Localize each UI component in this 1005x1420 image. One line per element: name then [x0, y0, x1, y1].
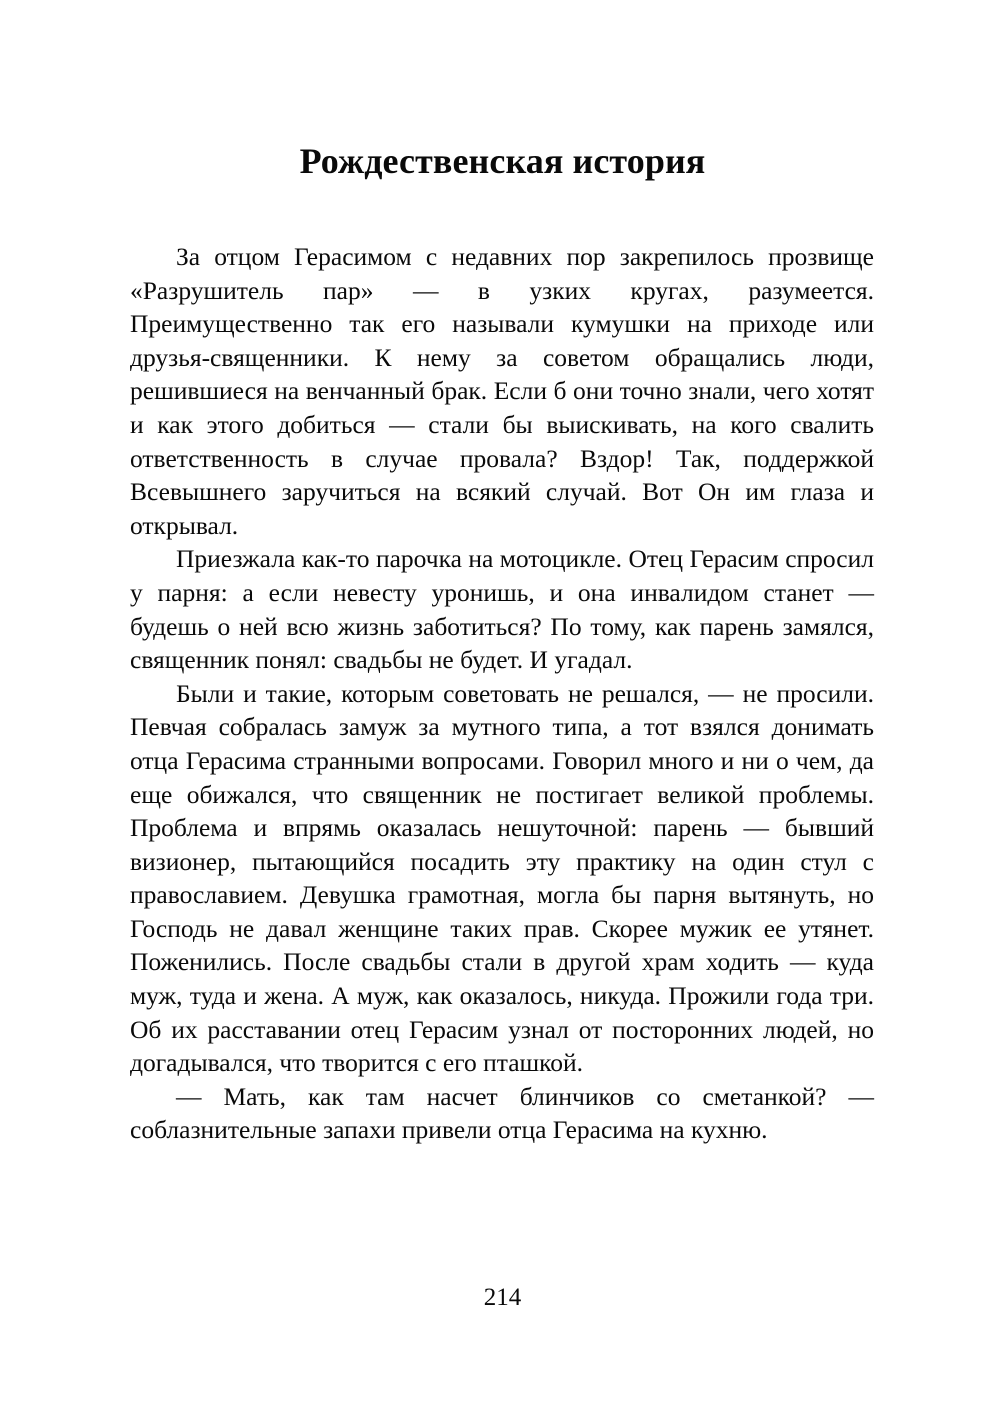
paragraph: — Мать, как там насчет блинчиков со сметанкой? — соблазнительные запахи привели отца Герасима на кухню.	[130, 1081, 874, 1145]
body-text-block	[130, 240, 874, 1147]
page-number: 214	[483, 1284, 522, 1311]
paragraph: Были и такие, которым советовать не решался, — не просили. Певчая собралась замуж за мутного типа, а тот взялся донимать отца Герасима странными вопросами. Говорил много и ни о чем, да еще обижался, что священник не постигает великой проблемы. Проблема и впрямь оказалась нешуточной: парень — бывший визионер, пытающийся посадить эту практику на один стул с православием. Девушка грамотная, могла бы парня вытянуть, но Господь не давал женщине таких прав. Скорее мужик ее утянет. Поженились. После свадьбы стали в другой храм ходить — куда муж, туда и жена. А муж, как оказалось, никуда. Прожили года три. Об их расставании отец Герасим узнал от посторонних людей, но догадывался, что творится с его пташкой.	[130, 678, 874, 1078]
page-title: Рождественская история	[299, 141, 706, 182]
paragraph: За отцом Герасимом с недавних пор закрепилось прозвище «Разрушитель пар» — в узких кругах, разумеется. Преимущественно так его называли кумушки на приходе или друзья-священники. К нему за советом обращались люди, решившиеся на венчанный брак. Если б они точно знали, чего хотят и как этого добиться — стали бы выискивать, на кого свалить ответственность в случае провала? Вздор! Так, поддержкой Всевышнего заручиться на всякий случай. Вот Он им глаза и открывал.	[130, 242, 874, 540]
paragraph: Приезжала как-то парочка на мотоцикле. Отец Герасим спросил у парня: а если невесту уронишь, и она инвалидом станет — будешь о ней всю жизнь заботиться? По тому, как парень замялся, священник понял: свадьбы не будет. И угадал.	[130, 544, 874, 675]
